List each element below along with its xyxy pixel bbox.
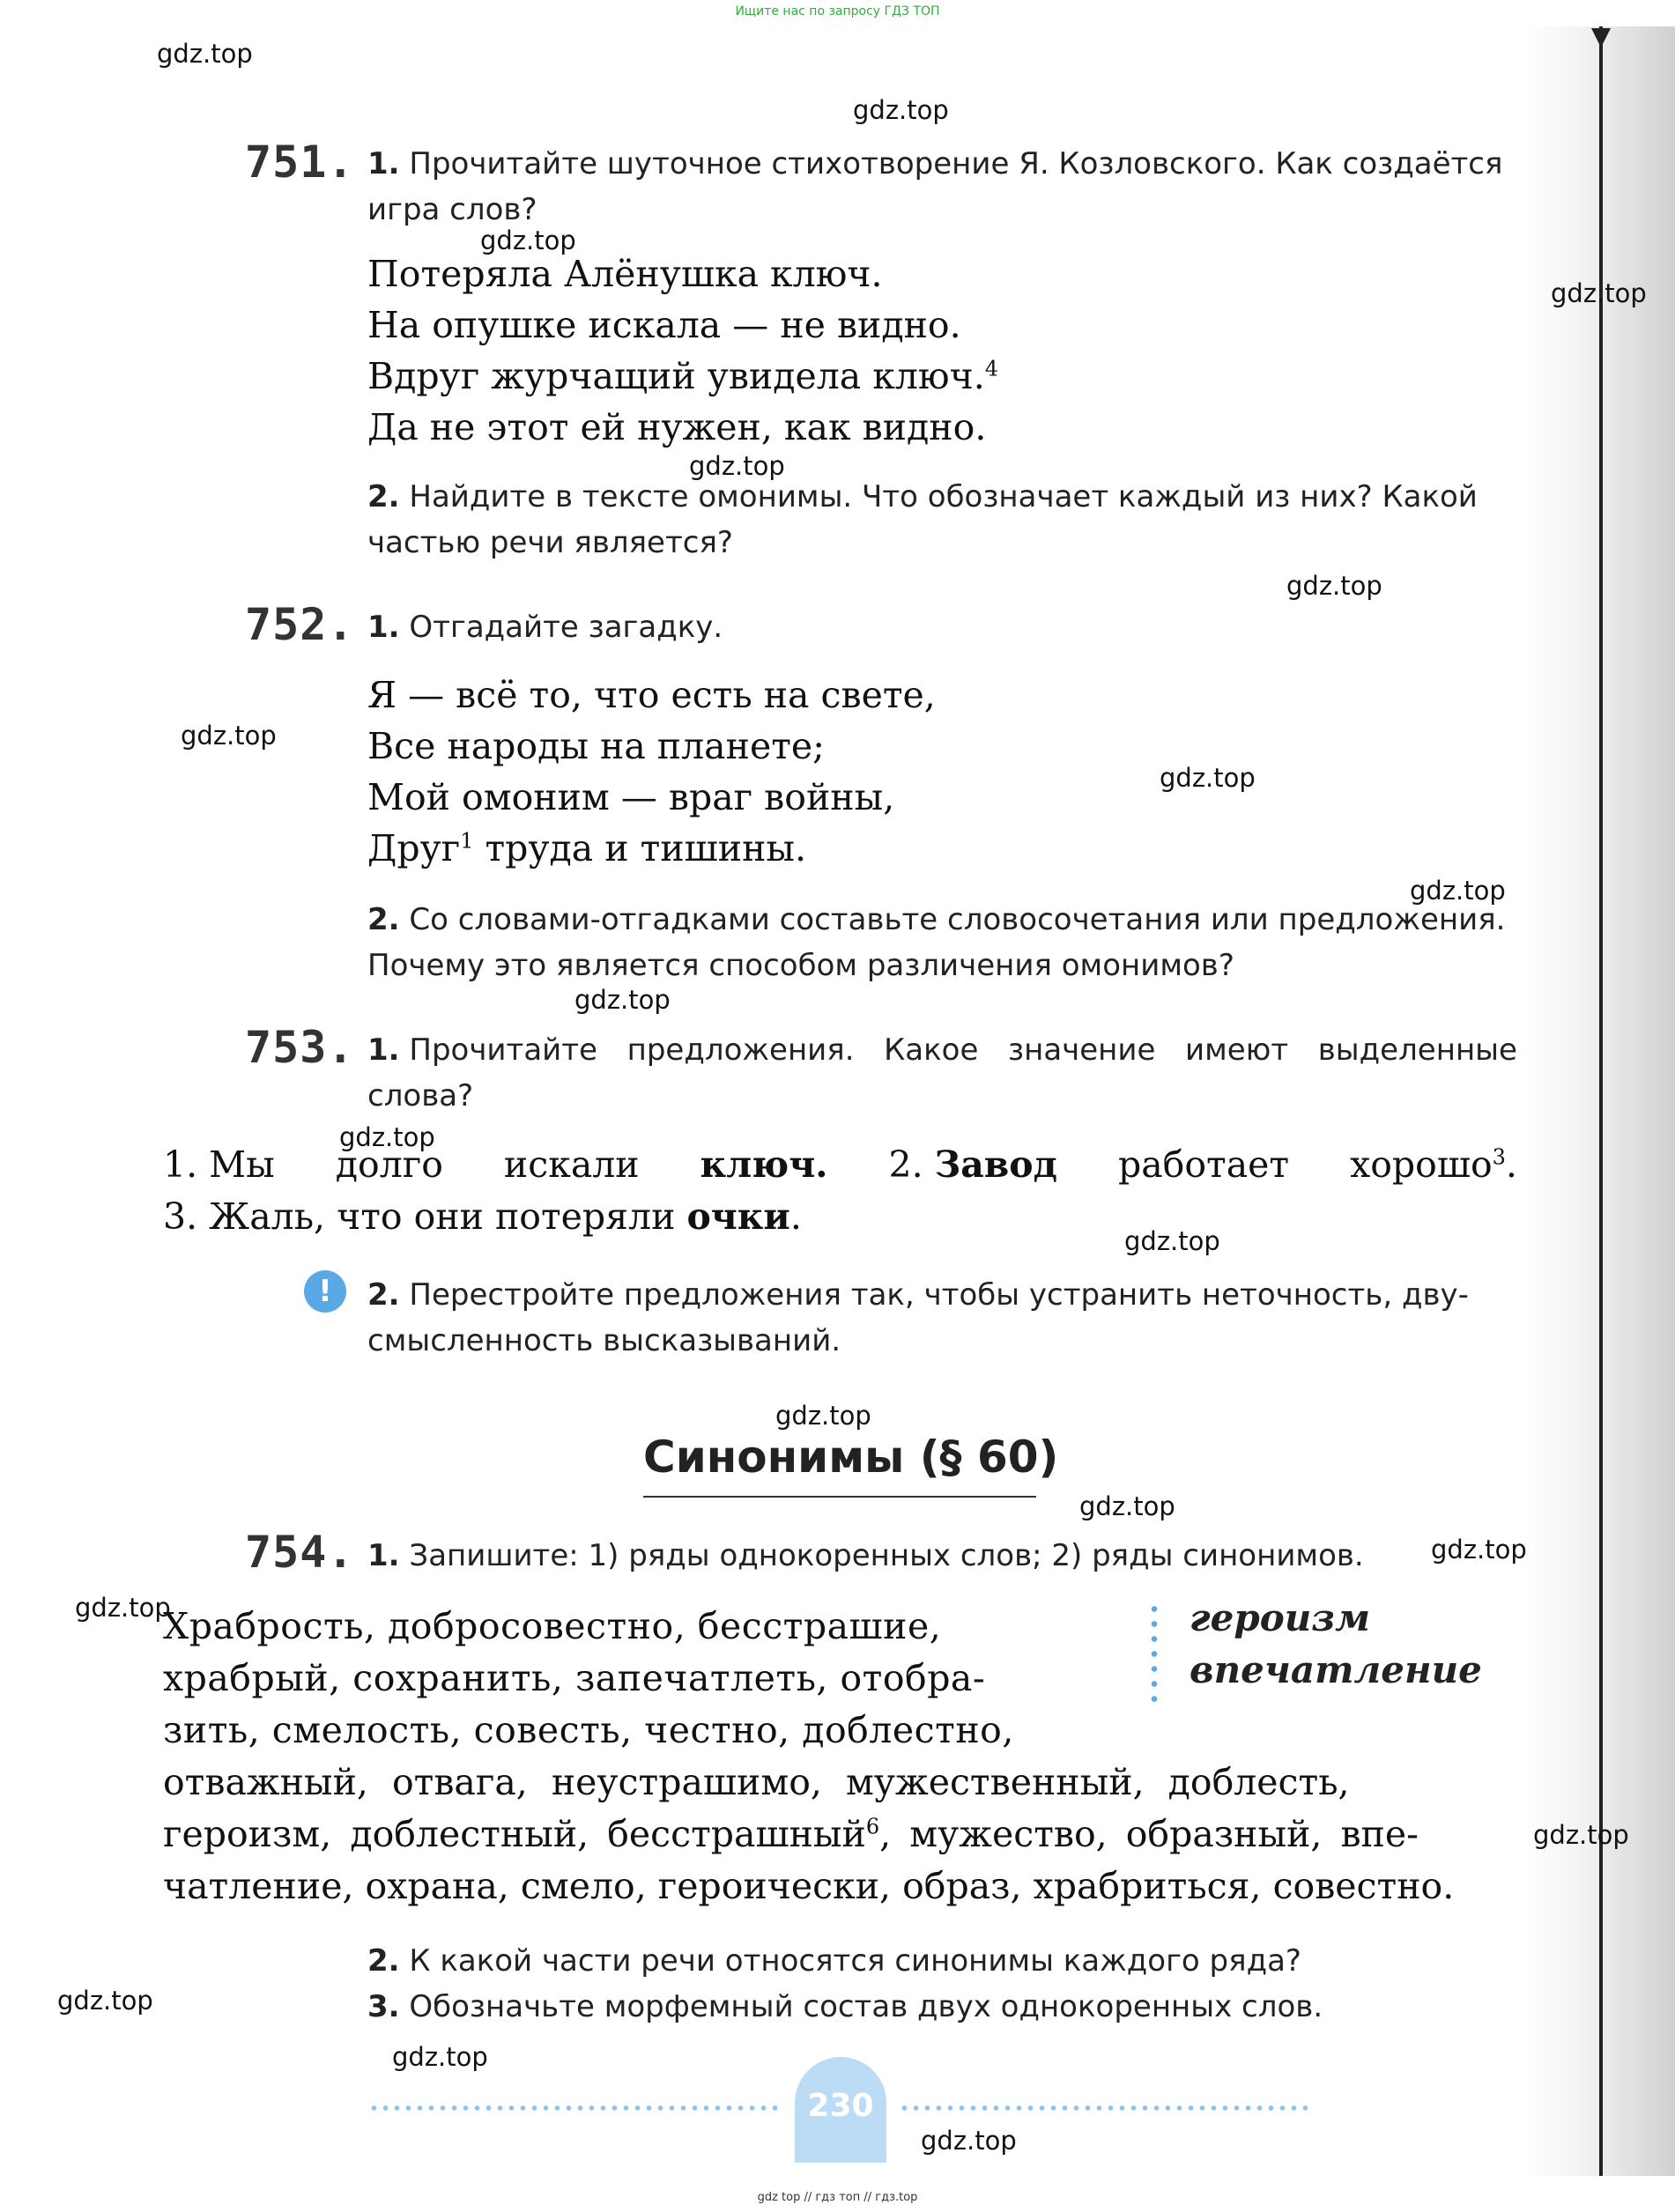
watermark: gdz.top	[181, 721, 277, 751]
exercise-number: 752.	[245, 599, 355, 650]
word-list-line: Храбрость, добросовестно, бесстрашие,	[163, 1605, 942, 1647]
margin-word: героизм	[1190, 1596, 1370, 1639]
example-sentence: 3. Жаль, что они потеряли очки.	[163, 1195, 802, 1238]
watermark: gdz.top	[57, 1986, 153, 2016]
watermark: gdz.top	[1431, 1535, 1527, 1565]
watermark: gdz.top	[339, 1122, 435, 1152]
word-list-line: чатление, охрана, смело, героически, образ, храбриться, совестно.	[163, 1865, 1455, 1907]
bookmark-arrow-icon	[1591, 28, 1611, 48]
exercise-number: 751.	[245, 137, 355, 188]
page-number: 230	[795, 2057, 886, 2163]
poem: Потеряла Алёнушка ключ. На опушке искала — не видно. Вдруг журчащий увидела ключ.$^4$ Да не этот ей нужен, как видно.	[367, 253, 999, 448]
watermark: gdz.top	[1410, 876, 1506, 906]
exercise-task: 2. Найдите в тексте омонимы. Что обозначает каждый из них? Какой частью речи является?	[367, 479, 1478, 560]
exercise-number: 753.	[245, 1022, 355, 1073]
watermark: gdz.top	[1124, 1226, 1220, 1256]
riddle: Я — всё то, что есть на свете, Все народы на планете; Мой омоним — враг войны, Друг$^1$ труда и тишины.	[367, 674, 936, 869]
example-sentences: 1. Мы долго искали ключ. 2. Завод работает хорошо$^3$.	[163, 1143, 1517, 1186]
page-dotted-line-right	[899, 2105, 1315, 2111]
exercise-task: 1. Запишите: 1) ряды однокоренных слов; 2) ряды синонимов.	[367, 1538, 1364, 1573]
exercise-task: 2. Перестройте предложения так, чтобы устранить неточность, дву- смысленность высказываний.	[367, 1277, 1469, 1358]
exercise-task: 2. Со словами-отгадками составьте словосочетания или предложения. Почему это является способом различения омонимов?	[367, 902, 1506, 983]
heading-underline	[643, 1496, 1036, 1498]
watermark: gdz.top	[689, 451, 785, 481]
exercise-task: 1. Отгадайте загадку.	[367, 610, 723, 645]
margin-dots	[1151, 1602, 1158, 1709]
watermark: gdz.top	[392, 2042, 488, 2072]
watermark: gdz.top	[921, 2126, 1017, 2156]
margin-word: впечатление	[1190, 1648, 1482, 1691]
page-dotted-line-left	[368, 2105, 782, 2111]
exercise-task: 1. Прочитайте предложения. Какое значение имеют выделенные слова?	[367, 1032, 1517, 1113]
watermark: gdz.top	[1160, 763, 1256, 793]
exercise-task: 1. Прочитайте шуточное стихотворение Я. Козловского. Как создаётся игра слов?	[367, 146, 1503, 227]
watermark: gdz.top	[157, 39, 253, 69]
watermark: gdz.top	[1551, 278, 1647, 308]
bottom-note: gdz top // гдз топ // гдз.top	[757, 2191, 918, 2204]
word-list-line: героизм, доблестный, бесстрашный$^6$, мужество, образный, впе-	[163, 1813, 1419, 1855]
watermark: gdz.top	[1286, 571, 1382, 601]
page-edge-line	[1599, 26, 1603, 2176]
word-list-line: зить, смелость, совесть, честно, доблестно,	[163, 1709, 1014, 1751]
section-heading: Синонимы (§ 60)	[643, 1432, 1059, 1483]
watermark: gdz.top	[775, 1401, 871, 1431]
watermark: gdz.top	[1079, 1491, 1175, 1521]
exercise-number: 754.	[245, 1527, 355, 1578]
watermark: gdz.top	[574, 985, 671, 1015]
word-list-line: храбрый, сохранить, запечатлеть, отобра-	[163, 1657, 986, 1699]
watermark: gdz.top	[853, 95, 949, 125]
word-list-line: отважный, отвага, неустрашимо, мужественный, доблесть,	[163, 1761, 1350, 1803]
watermark: gdz.top	[480, 226, 576, 255]
exercise-task: 2. К какой части речи относятся синонимы каждого ряда? 3. Обозначьте морфемный состав двух однокоренных слов.	[367, 1943, 1323, 2024]
watermark: gdz.top	[1533, 1820, 1629, 1850]
watermark: gdz.top	[75, 1593, 171, 1623]
attention-icon: !	[304, 1270, 346, 1313]
top-note: Ищите нас по запросу ГДЗ ТОП	[735, 4, 940, 18]
